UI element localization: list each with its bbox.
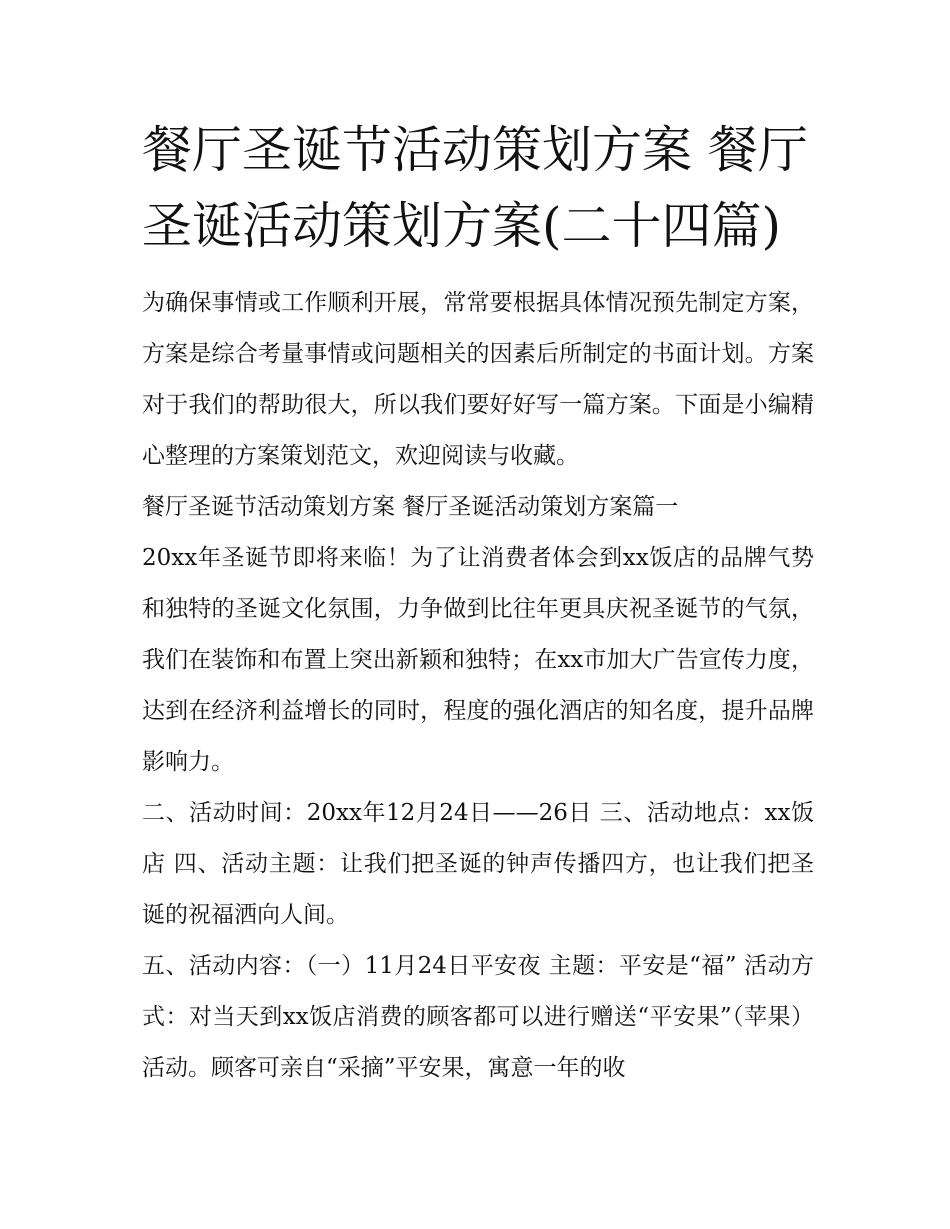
section-heading: 餐厅圣诞节活动策划方案 餐厅圣诞活动策划方案篇一 bbox=[142, 494, 679, 520]
intro-paragraph: 为确保事情或工作顺利开展，常常要根据具体情况预先制定方案，方案是综合考量事情或问题相关的因素后所制定的书面计划。方案对于我们的帮助很大，所以我们要好好写一篇方案。下面是小编精心整理的方案策划范文，欢迎阅读与收藏。 bbox=[142, 290, 814, 469]
document-page bbox=[142, 112, 814, 1094]
background-paragraph: 20xx年圣诞节即将来临！为了让消费者体会到xx饭店的品牌气势和独特的圣诞文化氛围，力争做到比往年更具庆祝圣诞节的气氛，我们在装饰和布置上突出新颖和独特；在xx市加大广告宣传力度，达到在经济利益增长的同时，程度的强化酒店的知名度，提升品牌影响力。 bbox=[142, 545, 814, 775]
document-title: 餐厅圣诞节活动策划方案 餐厅圣诞活动策划方案(二十四篇) bbox=[142, 121, 808, 255]
activity-content-paragraph: 五、活动内容：（一）11月24日平安夜 主题：平安是“福” 活动方式：对当天到xx饭店消费的顾客都可以进行赠送“平安果”（苹果）活动。顾客可亲自“采摘”平安果，寓意一年的收 bbox=[142, 953, 814, 1081]
time-location-theme-paragraph: 二、活动时间：20xx年12月24日——26日 三、活动地点：xx饭店 四、活动主题：让我们把圣诞的钟声传播四方，也让我们把圣诞的祝福洒向人间。 bbox=[142, 800, 814, 928]
